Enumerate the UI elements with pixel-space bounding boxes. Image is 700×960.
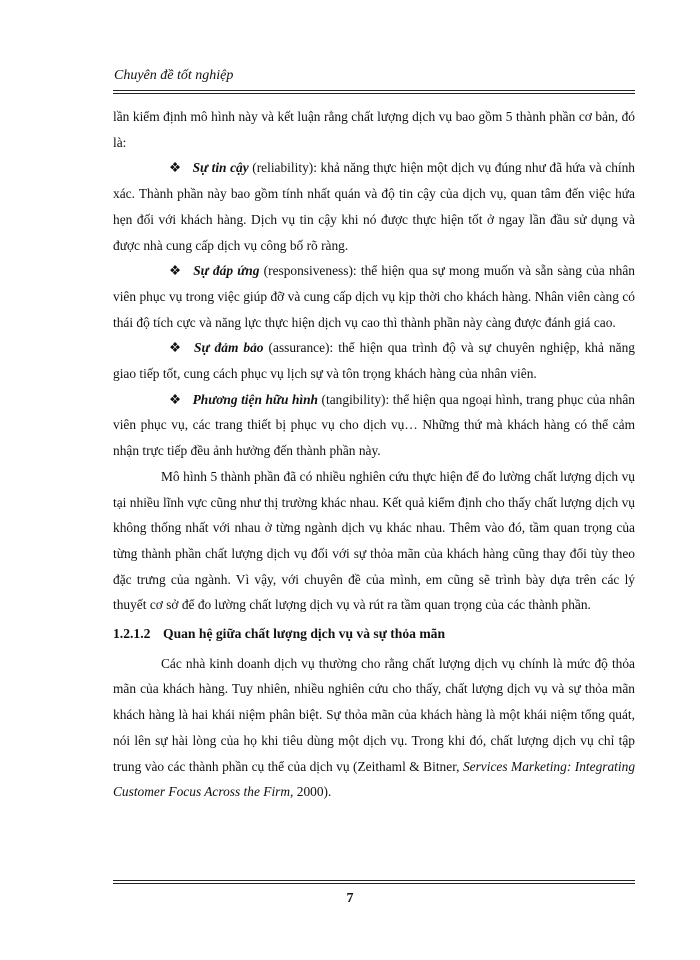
section-title: Quan hệ giữa chất lượng dịch vụ và sự thỏa mãn xyxy=(163,626,446,642)
bullet-term: Sự tin cậy xyxy=(192,160,249,176)
bullet-term: Phương tiện hữu hình xyxy=(192,391,318,407)
bullet-term: Sự đảm bảo xyxy=(194,340,264,356)
diamond-bullet-icon: ❖ xyxy=(168,263,181,279)
citation-title: Services Marketing: Integrating Customer Focus Across the Firm, xyxy=(113,758,636,800)
citation-year: 2000). xyxy=(293,784,332,800)
bullet-responsiveness xyxy=(113,258,635,335)
diamond-bullet-icon: ❖ xyxy=(168,340,181,356)
header-rule xyxy=(113,90,635,91)
bullet-text: (responsiveness): thể hiện qua sự mong muốn và sẵn sàng của nhân viên phục vụ trong việc giúp đỡ và cung cấp dịch vụ kịp thời cho khách hàng. Nhân viên càng có thái độ tích cực và năng lực thực hiện dịch vụ cao thì thành phần này càng được đánh giá cao. xyxy=(113,263,635,330)
document-body xyxy=(113,104,635,805)
section-heading xyxy=(113,621,635,647)
paragraph-quality-satisfaction xyxy=(113,651,635,805)
diamond-bullet-icon: ❖ xyxy=(168,160,181,176)
footer-rule xyxy=(113,883,635,884)
paragraph-five-components: Mô hình 5 thành phần đã có nhiều nghiên cứu thực hiện để đo lường chất lượng dịch vụ tại nhiều lĩnh vực cũng như thị trường khác nhau. Kết quả kiểm định cho thấy chất lượng dịch vụ không thống nhất với nhau ở từng ngành dịch vụ khác nhau. Thêm vào đó, tầm quan trọng của từng thành phần chất lượng dịch vụ đối với sự thỏa mãn của khách hàng cũng thay đổi tùy theo đặc trưng của ngành. Vì vậy, với chuyên đề của mình, em cũng sẽ trình bày dựa trên các lý thuyết cơ sở để đo lường chất lượng dịch vụ và rút ra tầm quan trọng của các thành phần. xyxy=(113,468,635,613)
footer-rule-thin xyxy=(113,880,635,881)
header-rule-thin xyxy=(113,93,635,94)
diamond-bullet-icon: ❖ xyxy=(168,391,181,407)
bullet-text: (reliability): khả năng thực hiện một dịch vụ đúng như đã hứa và chính xác. Thành phần này bao gồm tính nhất quán và độ tin cậy của dịch vụ, quan tâm đến việc hứa hẹn đối với khách hàng. Dịch vụ tin cậy khi nó được thực hiện tốt ở ngay lần đầu sử dụng và được nhà cung cấp dịch vụ công bố rõ ràng. xyxy=(113,160,636,253)
bullet-text: (assurance): thể hiện qua trình độ và sự chuyên nghiệp, khả năng giao tiếp tốt, cung cách phục vụ lịch sự và tôn trọng khách hàng của nhân viên. xyxy=(113,340,636,382)
header-title: Chuyên đề tốt nghiệp xyxy=(114,68,234,83)
bullet-reliability xyxy=(113,155,635,258)
bullet-text: (tangibility): thể hiện qua ngoại hình, trang phục của nhân viên phục vụ, các trang thiết bị phục vụ cho dịch vụ… Những thứ mà khách hàng có thể cảm nhận trực tiếp đều ảnh hưởng đến thành phần này. xyxy=(113,391,635,459)
bullet-tangibility xyxy=(113,387,635,464)
paragraph-text: Các nhà kinh doanh dịch vụ thường cho rằng chất lượng dịch vụ chính là mức độ thỏa mãn của khách hàng. Tuy nhiên, nhiều nghiên cứu cho thấy, chất lượng dịch vụ và sự thỏa mãn khách hàng là hai khái niệm phân biệt. Sự thỏa mãn của khách hàng là một khái niệm tổng quát, nói lên sự hài lòng của họ khi tiêu dùng một dịch vụ. Trong khi đó, chất lượng dịch vụ chỉ tập trung vào các thành phần cụ thể của dịch vụ (Zeithaml & Bitner, xyxy=(113,655,635,774)
section-number: 1.2.1.2 xyxy=(113,626,151,642)
bullet-term: Sự đáp ứng xyxy=(193,263,260,279)
page-number: 7 xyxy=(346,891,354,906)
bullet-assurance xyxy=(113,335,635,386)
intro-paragraph: lần kiểm định mô hình này và kết luận rằng chất lượng dịch vụ bao gồm 5 thành phần cơ bản, đó là: xyxy=(113,109,635,150)
